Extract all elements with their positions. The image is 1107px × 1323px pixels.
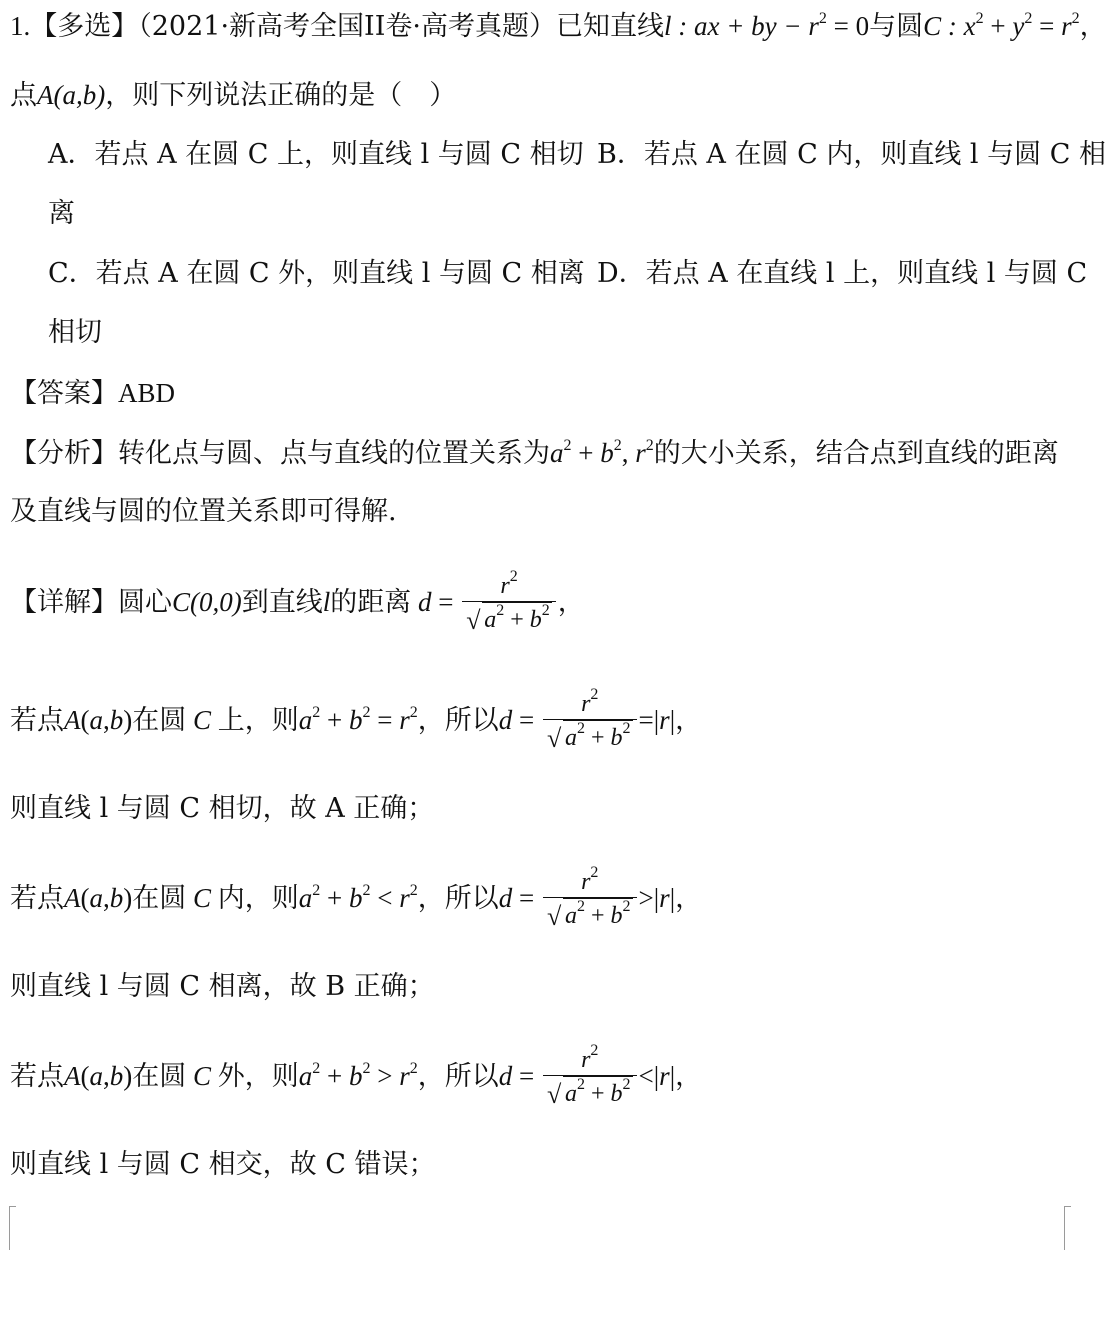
option-a: A．若点 A 在圆 C 上，则直线 l 与圆 C 相切 [48, 139, 584, 170]
detail-text: 的距离 [330, 587, 412, 618]
detail-text: ，所以 [417, 1061, 499, 1092]
answer-value: ABD [118, 378, 176, 408]
stem-text: 点 [10, 80, 37, 111]
option-d: D．若点 A 在直线 l 上，则直线 l 与圆 C [597, 258, 1088, 289]
analysis-formula: $a^2 + b^2$, $r^2$ [550, 437, 654, 468]
answer-line [10, 375, 175, 412]
center-point: C(0,0) [172, 587, 242, 617]
question-title-line: 1.【多选】（2021·新高考全国II卷·高考真题）已知直线l : ax + by − $r^2 = 0$与圆C : $x^2 + y^2 = r^2$， [10, 10, 1107, 42]
analysis-text: 转化点与圆、点与直线的位置关系为 [118, 438, 550, 469]
analysis-text-tail: 的大小关系，结合点到直线的距离 [653, 438, 1059, 469]
question-stem-line2 [10, 77, 456, 114]
detail-text: 若点 [10, 1061, 64, 1092]
analysis-line1 [10, 435, 1059, 472]
question-type-tag: 【多选】 [30, 11, 139, 42]
detail-text: 若点 [10, 705, 64, 736]
case3-conclusion: 则直线 l 与圆 C 相交，故 C 错误； [10, 1149, 436, 1180]
case3-fraction: $r^2$ √ $a^2 + b^2$ [543, 1045, 637, 1111]
detail-text: 到直线 [241, 587, 323, 618]
question-source: （2021·新高考全国II卷·高考真题） [138, 11, 556, 42]
question-number: 1. [10, 11, 31, 41]
distance-fraction: $r^2$ √ $a^2 + b^2$ [462, 571, 556, 637]
case-on-circle: 若点A(a,b)在圆 C 上，则$a^2 + b^2 = r^2$，所以d = $r^2$ √ $a^2 + b^2$ =|r|， [10, 685, 703, 753]
detail-text: 在圆 [132, 883, 187, 914]
answer-label: 【答案】 [10, 378, 118, 409]
option-c: C．若点 A 在圆 C 外，则直线 l 与圆 C 相离 [48, 258, 585, 289]
question-stem-prefix: 已知直线 [555, 11, 664, 42]
page-corner-mark-left [9, 1206, 10, 1250]
detail-text: ，所以 [417, 705, 499, 736]
detail-text: 若点 [10, 883, 64, 914]
detail-text: ，所以 [417, 883, 499, 914]
circle-equation: C : $x^2 + y^2 = r^2$ [923, 10, 1080, 41]
option-b-continued: 离 [48, 198, 75, 229]
line-equation: l : ax + by − $r^2 = 0$ [663, 10, 870, 41]
analysis-label: 【分析】 [10, 438, 118, 469]
detail-text: 在圆 [132, 1061, 187, 1092]
stem-text-tail: ，则下列说法正确的是（ ） [105, 80, 457, 111]
case-inside-circle: 若点A(a,b)在圆 C 内，则$a^2 + b^2 < r^2$，所以d = $r^2$ √ $a^2 + b^2$ >|r|， [10, 863, 703, 931]
case2-fraction: $r^2$ √ $a^2 + b^2$ [543, 867, 637, 933]
case1-fraction: $r^2$ √ $a^2 + b^2$ [543, 689, 637, 755]
case-outside-circle: 若点A(a,b)在圆 C 外，则$a^2 + b^2 > r^2$，所以d = $r^2$ √ $a^2 + b^2$ <|r|， [10, 1041, 703, 1109]
case2-conclusion: 则直线 l 与圆 C 相离，故 B 正确； [10, 971, 435, 1002]
analysis-line2: 及直线与圆的位置关系即可得解. [10, 496, 397, 527]
detail-text: 内，则 [217, 883, 299, 914]
case1-conclusion: 则直线 l 与圆 C 相切，故 A 正确； [10, 793, 435, 824]
page-corner-mark-right [1064, 1206, 1065, 1250]
detail-distance-line: 【详解】圆心C(0,0)到直线l的距离 d = $r^2$ √ $a^2 + b^2$ ， [10, 567, 585, 635]
detail-text: 上，则 [217, 705, 299, 736]
option-b: B．若点 A 在圆 C 内，则直线 l 与圆 C 相 [597, 139, 1106, 170]
detail-text: 在圆 [132, 705, 187, 736]
option-d-continued: 相切 [48, 317, 102, 348]
detail-text: 圆心 [118, 587, 172, 618]
detail-label: 【详解】 [10, 587, 118, 618]
question-stem-mid: 与圆 [869, 11, 924, 42]
point-a: A(a,b) [37, 80, 106, 110]
detail-text: 外，则 [217, 1061, 299, 1092]
